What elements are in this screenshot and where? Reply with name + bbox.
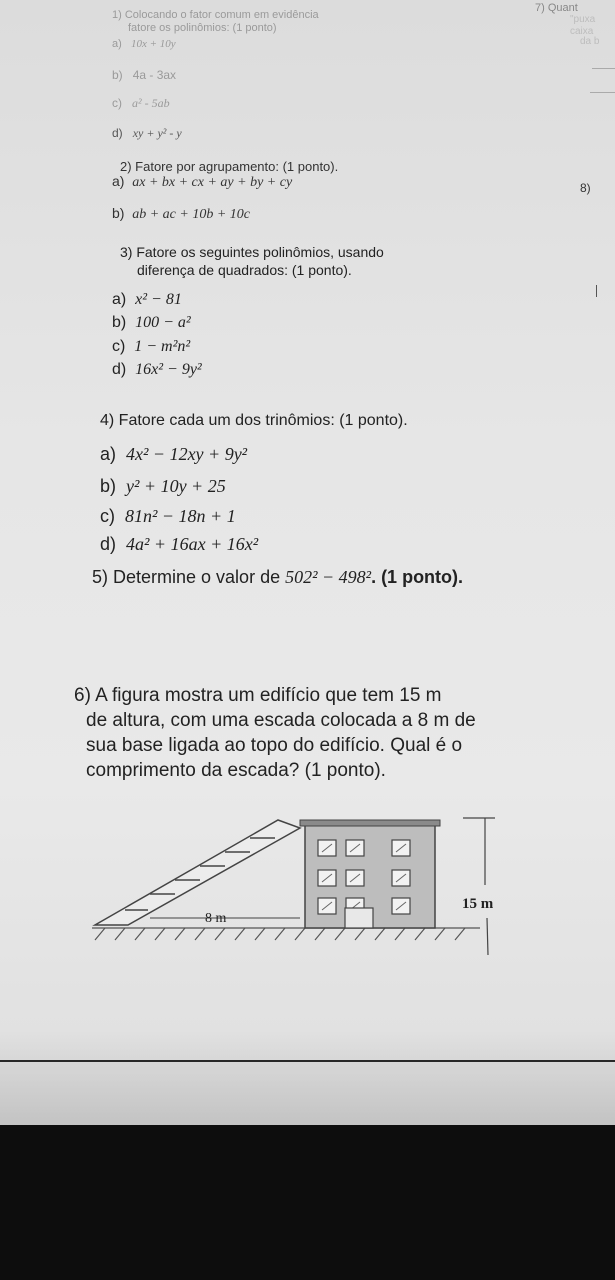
right-side-tick bbox=[596, 285, 597, 297]
base-label: 8 m bbox=[205, 911, 227, 926]
q1-title: 1) Colocando o fator comum em evidência bbox=[112, 9, 319, 21]
lower-shade bbox=[0, 1030, 615, 1125]
q3-item-a: a) x² − 81 bbox=[112, 291, 182, 308]
building-roof bbox=[300, 820, 440, 826]
q6-line-1: 6) A figura mostra um edifício que tem 15 m bbox=[74, 685, 442, 706]
q6-line-3: sua base ligada ao topo do edifício. Qual é o bbox=[86, 735, 463, 756]
building-windows bbox=[318, 840, 410, 914]
q6-line-2: de altura, com uma escada colocada a 8 m de bbox=[86, 710, 476, 731]
q3-item-c: c) 1 − m²n² bbox=[112, 338, 191, 355]
ladder bbox=[95, 820, 300, 925]
q1-item-b: b) 4a - 3ax bbox=[112, 68, 177, 82]
q6-line-4: comprimento da escada? (1 ponto). bbox=[86, 760, 386, 781]
q1-item-a: a) 10x + 10y bbox=[112, 38, 176, 50]
q7-fragment: 7) Quant bbox=[535, 2, 578, 14]
q4-item-d: d) 4a² + 16ax + 16x² bbox=[100, 534, 259, 554]
q5-question: 5) Determine o valor de 502² − 498². (1 ponto). bbox=[92, 567, 464, 587]
q3-item-b: b) 100 − a² bbox=[112, 314, 191, 331]
right-side-stroke-2 bbox=[590, 92, 615, 93]
q7-fragment-line2: "puxa bbox=[570, 14, 596, 25]
q7-fragment-line4: da b bbox=[580, 36, 600, 47]
right-side-stroke-1 bbox=[592, 68, 615, 69]
q1-item-c: c) a² - 5ab bbox=[112, 96, 170, 110]
q3-title-line2: diferença de quadrados: (1 ponto). bbox=[137, 262, 352, 278]
height-label: 15 m bbox=[462, 896, 494, 912]
height-dimension-lower bbox=[487, 918, 488, 955]
q1-item-d: d) xy + y² - y bbox=[112, 126, 182, 140]
q4-title: 4) Fatore cada um dos trinômios: (1 ponto). bbox=[100, 412, 408, 429]
q2-title: 2) Fatore por agrupamento: (1 ponto). bbox=[120, 159, 339, 174]
q2-item-a: a) ax + bx + cx + ay + by + cy bbox=[112, 173, 293, 190]
q3-item-d: d) 16x² − 9y² bbox=[112, 361, 202, 378]
q4-item-a: a) 4x² − 12xy + 9y² bbox=[100, 444, 248, 464]
building-door bbox=[345, 908, 373, 928]
q8-fragment: 8) bbox=[580, 181, 591, 195]
q3-title-line1: 3) Fatore os seguintes polinômios, usando bbox=[120, 244, 384, 260]
building-ladder-figure bbox=[0, 790, 615, 1030]
q1-subtitle: fatore os polinômios: (1 ponto) bbox=[128, 22, 277, 34]
q2-item-b: b) ab + ac + 10b + 10c bbox=[112, 205, 251, 222]
q4-item-b: b) y² + 10y + 25 bbox=[100, 476, 226, 496]
ground-hatching bbox=[92, 928, 480, 940]
q7-fragment-line3: caixa bbox=[570, 26, 594, 37]
q4-item-c: c) 81n² − 18n + 1 bbox=[100, 506, 236, 526]
